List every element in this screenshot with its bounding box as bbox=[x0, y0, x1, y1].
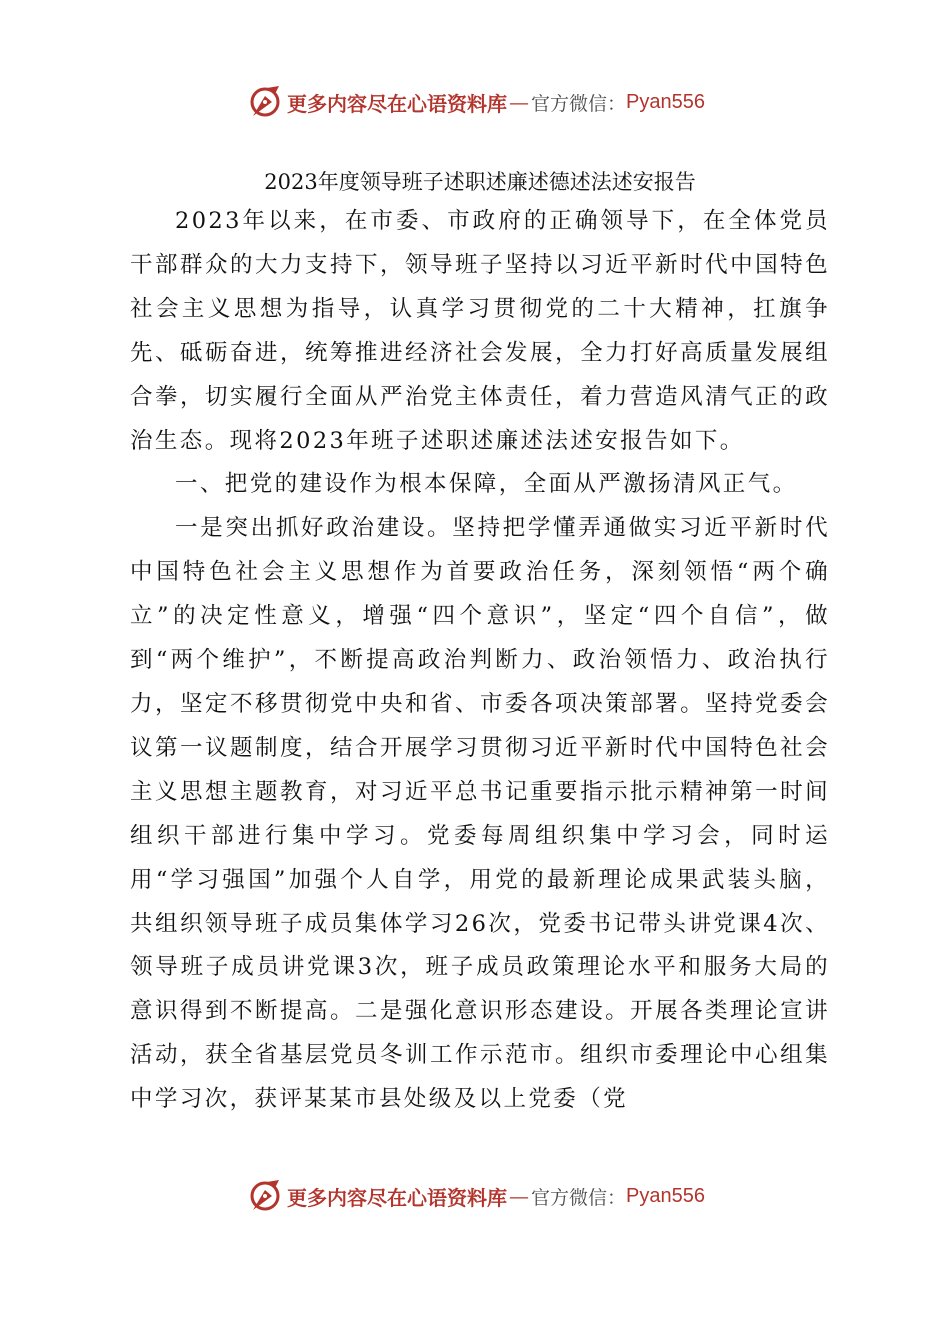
header-watermark bbox=[0, 80, 950, 124]
paragraph-intro: 2023年以来，在市委、市政府的正确领导下，在全体党员干部群众的大力支持下，领导班子坚持以习近平新时代中国特色社会主义思想为指导，认真学习贯彻党的二十大精神，扛旗争先、砥砺奋进，统筹推进经济社会发展，全力打好高质量发展组合拳，切实履行全面从严治党主体责任，着力营造风清气正的政治生态。现将2023年班子述职述廉述法述安报告如下。 bbox=[130, 208, 830, 454]
pen-logo-icon bbox=[245, 82, 285, 122]
watermark-main-text: 更多内容尽在心语资料库 bbox=[287, 1185, 507, 1210]
watermark-wechat-id: Pyan556 bbox=[626, 1184, 705, 1207]
watermark-dash: — bbox=[509, 1184, 529, 1208]
document-body bbox=[130, 164, 830, 1122]
watermark-dash: — bbox=[509, 90, 529, 114]
watermark-wechat-label: 官方微信： bbox=[531, 92, 627, 115]
watermark-wechat-id: Pyan556 bbox=[626, 90, 705, 113]
paragraph-political-building: 一是突出抓好政治建设。坚持把学懂弄通做实习近平新时代中国特色社会主义思想作为首要政治任务，深刻领悟“两个确立”的决定性意义，增强“四个意识”，坚定“四个自信”，做到“两个维护”，不断提高政治判断力、政治领悟力、政治执行力，坚定不移贯彻党中央和省、市委各项决策部署。坚持党委会议第一议题制度，结合开展学习贯彻习近平新时代中国特色社会主义思想主题教育，对习近平总书记重要指示批示精神第一时间组织干部进行集中学习。党委每周组织集中学习会，同时运用“学习强国”加强个人自学，用党的最新理论成果武装头脑，共组织领导班子成员集体学习26次，党委书记带头讲党课4次、领导班子成员讲党课3次，班子成员政策理论水平和服务大局的意识得到不断提高。二是强化意识形态建设。开展各类理论宣讲活动，获全省基层党员冬训工作示范市。组织市委理论中心组集中学习次，获评某某市县处级及以上党委（党 bbox=[130, 515, 830, 1113]
footer-watermark bbox=[0, 1174, 950, 1218]
paragraph-section-heading: 一、把党的建设作为根本保障，全面从严激扬清风正气。 bbox=[175, 471, 798, 498]
document-title: 2023年度领导班子述职述廉述德述法述安报告 bbox=[264, 170, 696, 194]
pen-logo-icon bbox=[245, 1176, 285, 1216]
watermark-wechat-label: 官方微信： bbox=[531, 1186, 627, 1209]
watermark-main-text: 更多内容尽在心语资料库 bbox=[287, 91, 507, 116]
